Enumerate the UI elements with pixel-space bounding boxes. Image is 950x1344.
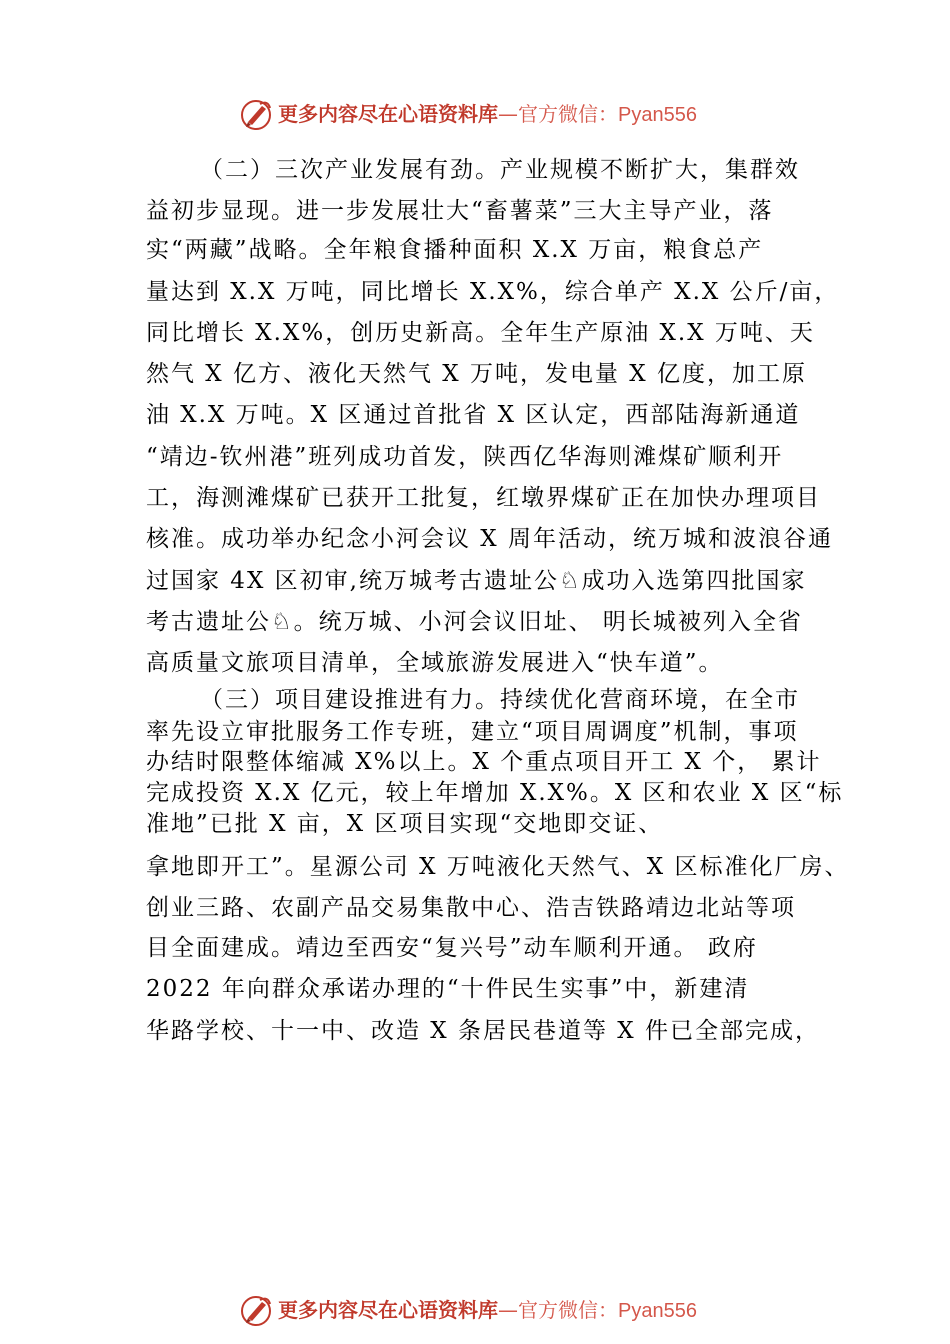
banner-id: Pyan556 <box>618 104 697 126</box>
banner-id: Pyan556 <box>618 1300 697 1322</box>
text-line: 2022 年向群众承诺办理的“十件民生实事”中，新建清 <box>146 976 750 1002</box>
banner-dash: — <box>498 1298 518 1322</box>
banner-sub: 官方微信： <box>518 102 618 126</box>
text-line: 同比增长 X.X%，创历史新高。全年生产原油 X.X 万吨、天 <box>146 320 815 346</box>
text-line: 益初步显现。进一步发展壮大“畜薯菜”三大主导产业，落 <box>146 198 774 224</box>
text-line: 实“两藏”战略。全年粮食播种面积 X.X 万亩，粮食总产 <box>146 237 764 263</box>
text-line: （二）三次产业发展有劲。产业规模不断扩大，集群效 <box>200 157 800 183</box>
text-line: 然气 X 亿方、液化天然气 X 万吨，发电量 X 亿度，加工原 <box>146 361 807 387</box>
text-line: 率先设立审批服务工作专班，建立“项目周调度”机制，事项 <box>146 719 799 745</box>
text-line: 过国家 4X 区初审,统万城考古遗址公♘成功入选第四批国家 <box>146 568 807 594</box>
pen-logo-icon <box>238 1292 274 1328</box>
text-line: 核准。成功举办纪念小河会议 X 周年活动，统万城和波浪谷通 <box>146 526 833 552</box>
banner-text <box>278 1298 697 1323</box>
text-line: 考古遗址公♘。统万城、小河会议旧址、 明长城被列入全省 <box>146 609 803 635</box>
text-line: 量达到 X.X 万吨，同比增长 X.X%，综合单产 X.X 公斤/亩， <box>146 279 840 305</box>
banner-main: 更多内容尽在心语资料库 <box>278 102 498 126</box>
text-line: 创业三路、农副产品交易集散中心、浩吉铁路靖边北站等项 <box>146 895 796 921</box>
text-line: 华路学校、十一中、改造 X 条居民巷道等 X 件已全部完成， <box>146 1018 820 1044</box>
text-line: （三）项目建设推进有力。持续优化营商环境，在全市 <box>200 687 800 713</box>
text-line: 高质量文旅项目清单，全域旅游发展进入“快车道”。 <box>146 650 724 676</box>
text-line: “靖边-钦州港”班列成功首发，陕西亿华海则滩煤矿顺利开 <box>146 444 784 470</box>
banner-main: 更多内容尽在心语资料库 <box>278 1298 498 1322</box>
text-line: 目全面建成。靖边至西安“复兴号”动车顺利开通。 政府 <box>146 935 758 961</box>
text-line: 油 X.X 万吨。X 区通过首批省 X 区认定，西部陆海新通道 <box>146 402 801 428</box>
banner-sub: 官方微信： <box>518 1298 618 1322</box>
footer-banner <box>0 1290 950 1330</box>
banner-dash: — <box>498 102 518 126</box>
text-line: 完成投资 X.X 亿元，较上年增加 X.X%。X 区和农业 X 区“标 <box>146 780 844 806</box>
text-line: 办结时限整体缩减 X%以上。X 个重点项目开工 X 个， 累计 <box>146 749 822 775</box>
text-line: 准地”已批 X 亩，X 区项目实现“交地即交证、 <box>146 811 664 837</box>
text-line: 工，海测滩煤矿已获开工批复，红墩界煤矿正在加快办理项目 <box>146 485 821 511</box>
text-line: 拿地即开工”。星源公司 X 万吨液化天然气、X 区标准化厂房、 <box>146 854 850 880</box>
